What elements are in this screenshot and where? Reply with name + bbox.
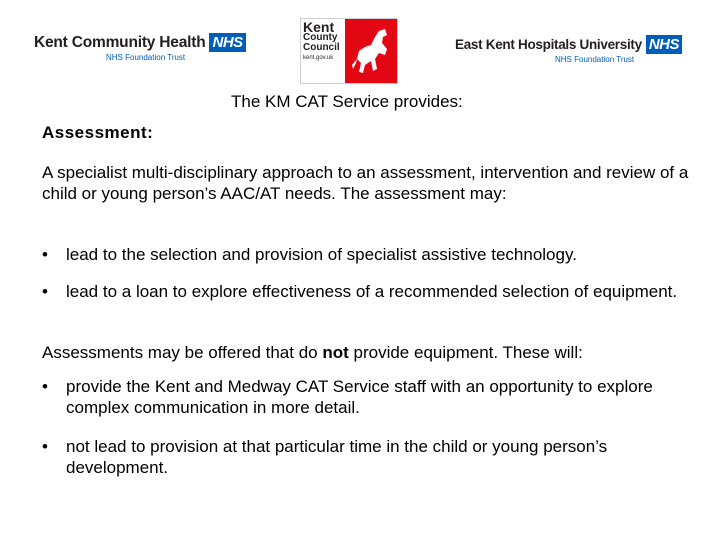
list-item	[42, 436, 702, 478]
kcc-web: kent.gov.uk	[303, 55, 334, 61]
nhs-badge-right: NHS	[646, 35, 682, 54]
para2-after: provide equipment. These will:	[348, 343, 583, 362]
para2-bold: not	[322, 343, 349, 362]
list-item-text: lead to the selection and provision of specialist assistive technology.	[66, 245, 577, 264]
bullet-dot: •	[42, 377, 48, 396]
bullet-dot: •	[42, 245, 48, 264]
kcc-line3: Council	[303, 42, 340, 53]
assessments-paragraph	[42, 342, 702, 363]
list-item	[42, 244, 702, 265]
list-item-text: lead to a loan to explore effectiveness of a recommended selection of equipment.	[66, 282, 678, 301]
para2-before: Assessments may be offered that do	[42, 343, 323, 362]
intro-paragraph: A specialist multi-disciplinary approach to an assessment, intervention and review of a child or young person’s AAC/AT needs. The assessment may:	[42, 163, 689, 203]
ekh-trust: NHS Foundation Trust	[555, 55, 635, 64]
page-heading: The KM CAT Service provides:	[231, 92, 463, 111]
kch-name: Kent Community Health	[34, 33, 206, 51]
kent-county-council-logo	[300, 18, 398, 84]
kch-trust: NHS Foundation Trust	[106, 53, 186, 62]
nhs-badge-left: NHS	[209, 33, 245, 52]
bullet-dot: •	[42, 282, 48, 301]
assessment-title: Assessment:	[42, 123, 154, 142]
list-item-text: provide the Kent and Medway CAT Service staff with an opportunity to explore complex communication in more detail.	[66, 377, 653, 417]
list-item	[42, 376, 702, 418]
east-kent-hospitals-logo	[455, 35, 685, 71]
bullet-dot: •	[42, 437, 48, 456]
list-item	[42, 281, 702, 302]
white-horse-icon	[345, 19, 397, 83]
ekh-name: East Kent Hospitals University	[455, 37, 642, 52]
kcc-line2: County	[303, 32, 338, 43]
kent-community-health-logo	[34, 33, 246, 69]
kcc-line1: Kent	[303, 19, 335, 35]
list-item-text: not lead to provision at that particular time in the child or young person’s development.	[66, 437, 608, 477]
